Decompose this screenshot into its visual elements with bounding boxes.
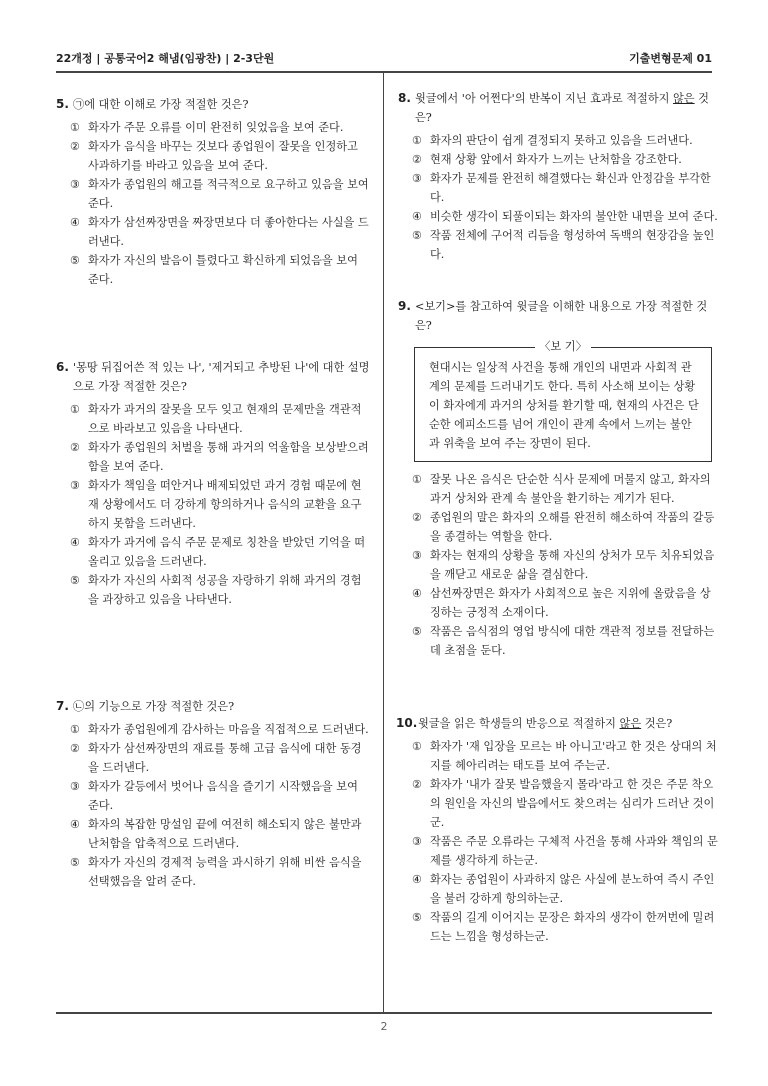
- question-8: [398, 89, 718, 264]
- option-marker: ①: [412, 740, 423, 753]
- option-text: 화자가 삼선짜장면을 짜장면보다 더 좋아한다는 사실을 드러낸다.: [88, 216, 369, 248]
- option-text: 화자는 현재의 상황을 통해 자신의 상처가 모두 치유되었음을 깨닫고 새로운 삶을 결심한다.: [430, 549, 715, 581]
- reference-box-title: 〈보 기〉: [415, 339, 711, 355]
- option-text: 화자가 '내가 잘못 발음했을지 몰라'라고 한 것은 주문 착오의 원인을 자신의 발음에서도 찾으려는 심리가 드러난 것이군.: [430, 778, 715, 829]
- option-text: 화자가 '재 입장을 모르는 바 아니고'라고 한 것은 상대의 처지를 헤아리려는 태도를 보여 주는군.: [430, 740, 717, 772]
- question-number: 10.: [396, 716, 418, 730]
- answer-option-3[interactable]: [56, 476, 372, 533]
- option-text: 종업원의 말은 화자의 오해를 완전히 해소하여 작품의 갈등을 종결하는 역할을 한다.: [430, 511, 715, 543]
- option-text: 비슷한 생각이 되풀이되는 화자의 불안한 내면을 보여 준다.: [430, 210, 718, 223]
- option-text: 화자가 종업원에게 감사하는 마음을 직접적으로 드러낸다.: [88, 723, 369, 736]
- answer-option-4[interactable]: [398, 584, 718, 622]
- option-text: 작품의 길게 이어지는 문장은 화자의 생각이 한꺼번에 밀려드는 느낌을 형성하는군.: [430, 911, 715, 943]
- column-divider: [383, 73, 384, 1012]
- option-marker: ③: [412, 835, 423, 848]
- option-text: 화자가 과거에 음식 주문 문제로 칭찬을 받았던 기억을 떠올리고 있음을 드러낸다.: [88, 536, 366, 568]
- question-number: 5.: [56, 97, 69, 111]
- option-text: 화자가 자신의 발음이 틀렸다고 확신하게 되었음을 보여 준다.: [88, 254, 358, 286]
- option-text: 삼선짜장면은 화자가 사회적으로 높은 지위에 올랐음을 상징하는 긍정적 소재이다.: [430, 587, 711, 619]
- answer-option-1[interactable]: [56, 720, 372, 739]
- option-text: 작품은 음식점의 영업 방식에 대한 객관적 정보를 전달하는 데 초점을 둔다.: [430, 625, 715, 657]
- option-marker: ③: [412, 549, 423, 562]
- answer-option-5[interactable]: [398, 908, 718, 946]
- option-marker: ④: [70, 216, 81, 229]
- option-text: 작품은 주문 오류라는 구체적 사건을 통해 사과와 책임의 문제를 생각하게 하는군.: [430, 835, 718, 867]
- option-marker: ①: [70, 403, 81, 416]
- answer-option-4[interactable]: [56, 533, 372, 571]
- question-7: [56, 697, 372, 891]
- page-number: 2: [380, 1020, 388, 1033]
- answer-option-5[interactable]: [56, 571, 372, 609]
- question-text: <보기>를 참고하여 윗글을 이해한 내용으로 가장 적절한 것은?: [415, 300, 708, 332]
- reference-box-text: 현대시는 일상적 사건을 통해 개인의 내면과 사회적 관계의 문제를 드러내기도 한다. 특히 사소해 보이는 상황이 화자에게 과거의 상처를 환기할 때, 현재의 사건은 단순한 에피소드를 넘어 개인이 관계 속에서 느끼는 불안과 위축을 보여 주는 장면이 된다.: [429, 361, 699, 450]
- option-text: 화자가 과거의 잘못을 모두 잊고 현재의 문제만을 객관적으로 바라보고 있음을 나타낸다.: [88, 403, 362, 435]
- footer-divider: [56, 1012, 712, 1014]
- option-marker: ②: [70, 742, 81, 755]
- answer-option-1[interactable]: [56, 400, 372, 438]
- answer-option-2[interactable]: [56, 137, 372, 175]
- header-course-info: 22개정 | 공통국어2 해냄(임광찬) | 2-3단원: [56, 52, 275, 65]
- option-text: 화자가 문제를 완전히 해결했다는 확신과 안정감을 부각한다.: [430, 172, 711, 204]
- question-text: '몽땅 뒤집어쓴 적 있는 나', '제거되고 추방된 나'에 대한 설명으로 가장 적절한 것은?: [73, 361, 370, 393]
- answer-option-2[interactable]: [56, 739, 372, 777]
- answer-option-1[interactable]: [398, 131, 718, 150]
- option-marker: ①: [412, 134, 423, 147]
- question-stem: [56, 358, 372, 396]
- option-marker: ①: [70, 121, 81, 134]
- option-marker: ⑤: [70, 254, 81, 267]
- option-marker: ②: [412, 511, 423, 524]
- answer-option-1[interactable]: [398, 470, 718, 508]
- option-marker: ②: [412, 778, 423, 791]
- option-text: 잘못 나온 음식은 단순한 식사 문제에 머물지 않고, 화자의 과거 상처와 관계 속 불안을 환기하는 계기가 된다.: [430, 473, 711, 505]
- answer-option-4[interactable]: [56, 815, 372, 853]
- option-marker: ①: [70, 723, 81, 736]
- option-text: 화자가 책임을 떠안거나 배제되었던 과거 경험 때문에 현재 상황에서도 더 강하게 항의하거나 음식의 교환을 요구하지 못함을 드러낸다.: [88, 479, 362, 530]
- option-marker: ⑤: [412, 625, 423, 638]
- question-stem: [398, 89, 718, 127]
- question-text: ㉡의 기능으로 가장 적절한 것은?: [73, 700, 235, 713]
- question-text: 윗글에서 '아 어쩐다'의 반복이 지닌 효과로 적절하지 않은 것은?: [415, 92, 709, 124]
- question-stem: [56, 697, 372, 716]
- question-stem: [398, 297, 718, 335]
- answer-option-3[interactable]: [56, 777, 372, 815]
- option-marker: ④: [412, 210, 423, 223]
- option-marker: ③: [70, 178, 81, 191]
- answer-option-3[interactable]: [56, 175, 372, 213]
- question-number: 6.: [56, 360, 69, 374]
- option-marker: ④: [70, 818, 81, 831]
- answer-option-1[interactable]: [56, 118, 372, 137]
- reference-box: [414, 340, 712, 462]
- option-text: 화자가 자신의 사회적 성공을 자랑하기 위해 과거의 경험을 과장하고 있음을 나타낸다.: [88, 574, 362, 606]
- answer-option-3[interactable]: [398, 546, 718, 584]
- option-marker: ⑤: [412, 229, 423, 242]
- question-9: [398, 297, 718, 660]
- option-text: 화자가 주문 오류를 이미 완전히 잊었음을 보여 준다.: [88, 121, 344, 134]
- option-text: 화자의 복잡한 망설임 끝에 여전히 해소되지 않은 불만과 난처함을 압축적으로 드러낸다.: [88, 818, 362, 850]
- question-5: [56, 95, 372, 289]
- answer-option-5[interactable]: [398, 226, 718, 264]
- option-text: 화자는 종업원이 사과하지 않은 사실에 분노하여 즉시 주인을 불러 강하게 항의하는군.: [430, 873, 715, 905]
- option-text: 화자가 종업원의 처벌을 통해 과거의 억울함을 보상받으려 함을 보여 준다.: [88, 441, 369, 473]
- question-text: ㉠에 대한 이해로 가장 적절한 것은?: [73, 98, 249, 111]
- question-10: [398, 714, 718, 946]
- question-text: 윗글을 읽은 학생들의 반응으로 적절하지 않은 것은?: [418, 717, 673, 730]
- answer-option-2[interactable]: [56, 438, 372, 476]
- answer-option-4[interactable]: [398, 870, 718, 908]
- answer-option-5[interactable]: [56, 853, 372, 891]
- option-marker: ④: [412, 873, 423, 886]
- answer-option-2[interactable]: [398, 150, 718, 169]
- option-marker: ②: [412, 153, 423, 166]
- option-text: 화자가 갈등에서 벗어나 음식을 즐기기 시작했음을 보여 준다.: [88, 780, 358, 812]
- option-marker: ⑤: [70, 856, 81, 869]
- option-text: 화자가 음식을 바꾸는 것보다 종업원이 잘못을 인정하고 사과하기를 바라고 있음을 보여 준다.: [88, 140, 358, 172]
- option-text: 화자가 종업원의 해고를 적극적으로 요구하고 있음을 보여 준다.: [88, 178, 369, 210]
- option-text: 화자가 삼선짜장면의 재료를 통해 고급 음식에 대한 동경을 드러낸다.: [88, 742, 362, 774]
- emphasis-underline: 않은: [673, 92, 695, 105]
- option-marker: ②: [70, 140, 81, 153]
- option-text: 화자의 판단이 쉽게 결정되지 못하고 있음을 드러낸다.: [430, 134, 693, 147]
- answer-option-4[interactable]: [398, 207, 718, 226]
- answer-option-4[interactable]: [56, 213, 372, 251]
- option-marker: ④: [70, 536, 81, 549]
- option-marker: ③: [70, 780, 81, 793]
- answer-option-2[interactable]: [398, 508, 718, 546]
- answer-option-5[interactable]: [398, 622, 718, 660]
- option-marker: ①: [412, 473, 423, 486]
- answer-option-3[interactable]: [398, 169, 718, 207]
- option-marker: ③: [70, 479, 81, 492]
- answer-option-2[interactable]: [398, 775, 718, 832]
- option-marker: ⑤: [70, 574, 81, 587]
- question-number: 9.: [398, 299, 411, 313]
- question-number: 8.: [398, 91, 411, 105]
- option-text: 화자가 자신의 경제적 능력을 과시하기 위해 비싼 음식을 선택했음을 알려 준다.: [88, 856, 362, 888]
- header-section-title: 기출변형문제 01: [629, 52, 712, 65]
- option-marker: ⑤: [412, 911, 423, 924]
- question-stem: [56, 95, 372, 114]
- question-stem: [398, 714, 718, 733]
- header-divider: [56, 71, 712, 73]
- answer-option-5[interactable]: [56, 251, 372, 289]
- question-6: [56, 358, 372, 609]
- emphasis-underline: 않은: [619, 717, 642, 730]
- option-marker: ③: [412, 172, 423, 185]
- option-text: 작품 전체에 구어적 리듬을 형성하여 독백의 현장감을 높인다.: [430, 229, 715, 261]
- page-header: [56, 50, 712, 68]
- option-marker: ②: [70, 441, 81, 454]
- option-text: 현재 상황 앞에서 화자가 느끼는 난처함을 강조한다.: [430, 153, 682, 166]
- question-number: 7.: [56, 699, 69, 713]
- option-marker: ④: [412, 587, 423, 600]
- answer-option-1[interactable]: [398, 737, 718, 775]
- answer-option-3[interactable]: [398, 832, 718, 870]
